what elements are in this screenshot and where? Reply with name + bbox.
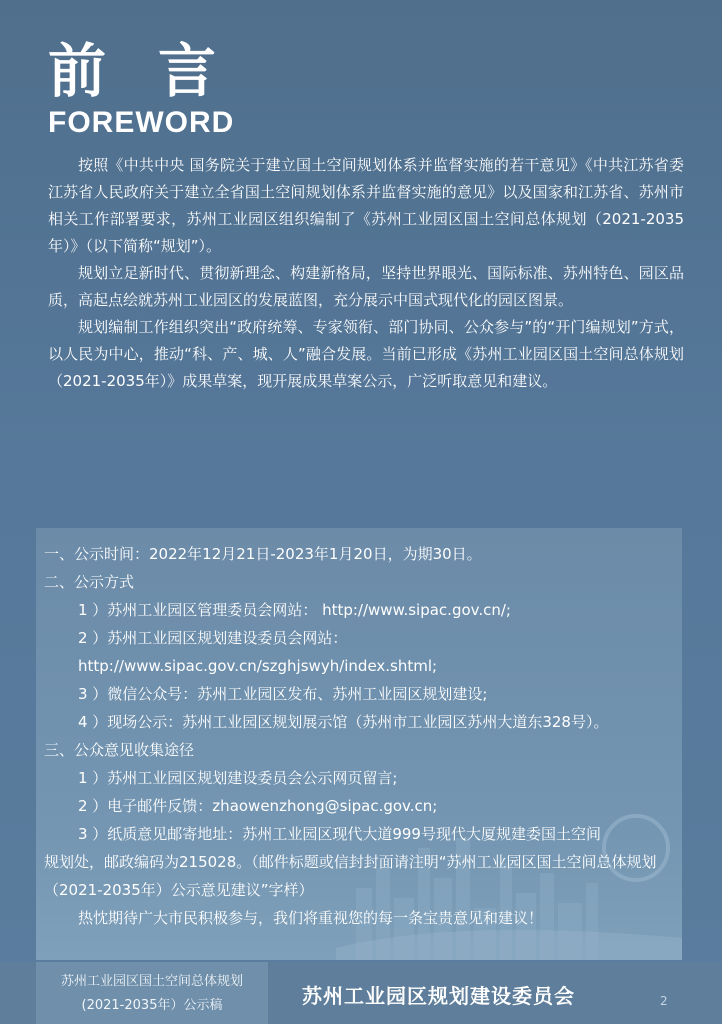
feedback-item: 2 ）电子邮件反馈：zhaowenzhong@sipac.gov.cn;: [78, 797, 438, 815]
feedback-item: 1 ）苏州工业园区规划建设委员会公示网页留言;: [78, 769, 398, 787]
footer-document-version: (2021-2035年）公示稿: [81, 998, 223, 1013]
method-item: 3 ）微信公众号：苏州工业园区发布、苏州工业园区规划建设;: [78, 685, 488, 703]
method-item: 4 ）现场公示：苏州工业园区规划展示馆（苏州市工业园区苏州大道东328号）。: [78, 713, 609, 731]
intro-paragraph: 规划立足新时代、贯彻新理念、构建新格局，坚持世界眼光、国际标准、苏州特色、园区品质，高起点绘就苏州工业园区的发展蓝图，充分展示中国式现代化的园区图景。: [48, 264, 684, 309]
footer-document-title: 苏州工业园区国土空间总体规划: [60, 974, 243, 989]
intro-paragraph: 按照《中共中央 国务院关于建立国土空间规划体系并监督实施的若干意见》《中共江苏省委 江苏省人民政府关于建立全省国土空间规划体系并监督实施的意见》以及国家和江苏省、苏州市相关工作部署要求，苏州工业园区组织编制了《苏州工业园区国土空间总体规划（2021-2035年）》（以下简称“规划”）。: [48, 156, 684, 255]
notice-content: [44, 540, 680, 932]
methods-heading: 二、公示方式: [44, 573, 135, 591]
page-title: 前言: [48, 37, 269, 105]
notice-panel: [36, 528, 682, 960]
feedback-item-continued: 规划处，邮政编码为215028。（邮件标题或信封封面请注明“苏州工业园区国土空间总体规划（2021-2035年）公示意见建议”字样）: [44, 853, 657, 899]
method-item: 1 ）苏州工业园区管理委员会网站： http://www.sipac.gov.cn/;: [78, 601, 511, 619]
page-number: 2: [660, 994, 668, 1008]
footer-organization: 苏州工业园区规划建设委员会: [302, 984, 575, 1008]
closing-text: 热忱期待广大市民积极参与，我们将重视您的每一条宝贵意见和建议！: [78, 909, 544, 927]
feedback-heading: 三、公众意见收集途径: [44, 741, 195, 759]
notice-period: 一、公示时间：2022年12月21日-2023年1月20日，为期30日。: [44, 545, 482, 563]
footer-document-label: [36, 962, 268, 1024]
intro-text: [48, 152, 684, 395]
intro-paragraph: 规划编制工作组织突出“政府统筹、专家领衔、部门协同、公众参与”的“开门编规划”方式，以人民为中心，推动“科、产、城、人”融合发展。当前已形成《苏州工业园区国土空间总体规划（2021-2035年）》成果草案，现开展成果草案公示，广泛听取意见和建议。: [48, 318, 684, 390]
page-subtitle: FOREWORD: [48, 106, 235, 139]
method-item: 2 ）苏州工业园区规划建设委员会网站：: [78, 629, 348, 647]
feedback-item: 3 ）纸质意见邮寄地址：苏州工业园区现代大道999号现代大厦规建委国土空间: [78, 825, 601, 843]
method-url: http://www.sipac.gov.cn/szghjswyh/index.shtml;: [78, 657, 438, 675]
title-block: [48, 38, 268, 140]
